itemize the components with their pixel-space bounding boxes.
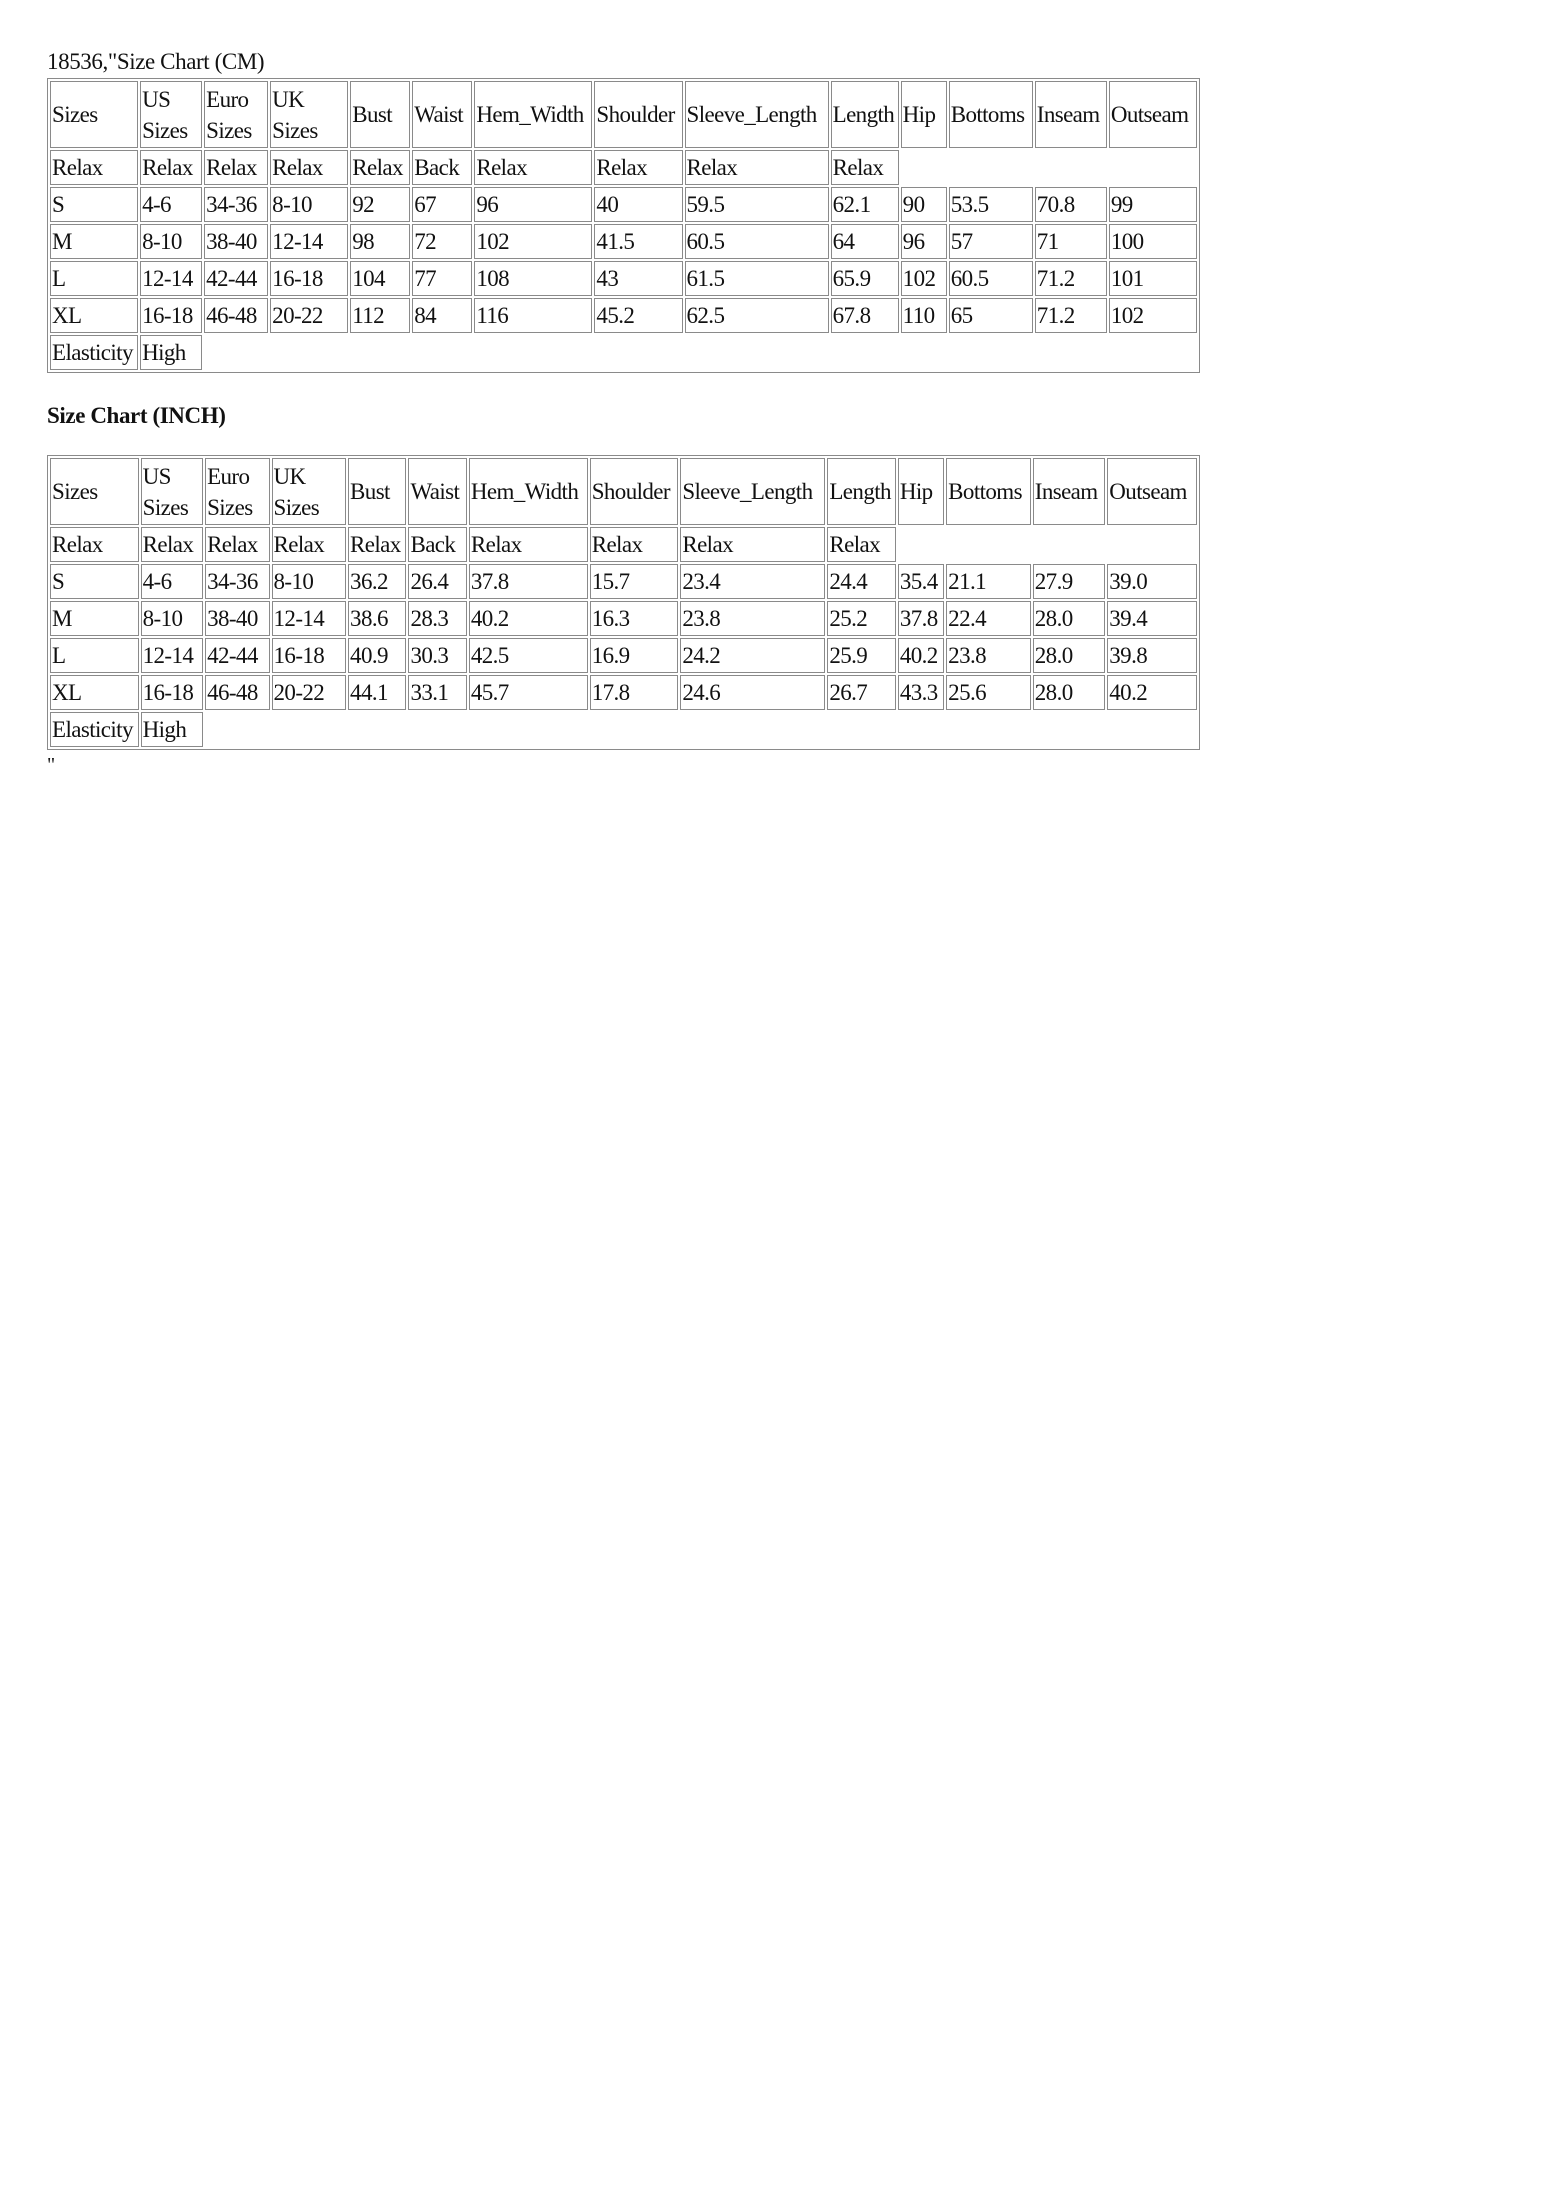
empty-cell: [204, 335, 1197, 370]
size-chart-cm-heading: 18536,"Size Chart (CM): [47, 49, 265, 74]
table-cell: 62.5: [685, 298, 829, 333]
fit-cell: Relax: [594, 150, 682, 185]
elasticity-row: [50, 712, 1197, 747]
fit-cell: Relax: [350, 150, 410, 185]
table-cell: 67.8: [831, 298, 899, 333]
table-row: [50, 564, 1197, 599]
table-cell: 8-10: [140, 224, 202, 259]
table-cell: 20-22: [272, 675, 347, 710]
header-cell: Waist: [408, 458, 466, 525]
header-cell: Bottoms: [946, 458, 1031, 525]
table-cell: 102: [1109, 298, 1197, 333]
table-cell: 67: [412, 187, 472, 222]
table-cell: 116: [474, 298, 592, 333]
table-row: [50, 638, 1197, 673]
header-cell: Shoulder: [594, 81, 682, 148]
table-cell: 84: [412, 298, 472, 333]
table-cell: 40.2: [898, 638, 944, 673]
empty-cell: [205, 712, 1197, 747]
table-cell: 71.2: [1035, 261, 1107, 296]
table-cell: 108: [474, 261, 592, 296]
elasticity-value: High: [141, 712, 203, 747]
table-cell: 60.5: [685, 224, 829, 259]
header-cell: Hip: [898, 458, 944, 525]
table-cell: 12-14: [141, 638, 203, 673]
table-header-row: [50, 458, 1197, 525]
table-cell: 42-44: [204, 261, 268, 296]
fit-cell: Relax: [831, 150, 899, 185]
fit-cell: Relax: [141, 527, 203, 562]
elasticity-label: Elasticity: [50, 335, 138, 370]
table-cell: 37.8: [469, 564, 588, 599]
table-cell: 24.6: [680, 675, 825, 710]
header-cell: Hem_Width: [469, 458, 588, 525]
table-cell: 28.0: [1033, 601, 1106, 636]
table-cell: 62.1: [831, 187, 899, 222]
fit-cell: Relax: [590, 527, 679, 562]
table-cell: 25.9: [827, 638, 895, 673]
table-cell: 34-36: [205, 564, 269, 599]
header-cell: US Sizes: [140, 81, 202, 148]
fit-row: [50, 150, 1197, 185]
table-cell: 12-14: [272, 601, 347, 636]
header-cell: Euro Sizes: [205, 458, 269, 525]
trailing-quote-mark: ": [47, 754, 56, 776]
table-cell: 21.1: [946, 564, 1031, 599]
table-row: [50, 224, 1197, 259]
table-cell: 41.5: [594, 224, 682, 259]
table-cell: 38.6: [348, 601, 406, 636]
header-cell: Shoulder: [590, 458, 679, 525]
table-cell: 24.4: [827, 564, 895, 599]
table-cell: 98: [350, 224, 410, 259]
table-cell: 64: [831, 224, 899, 259]
fit-cell: Relax: [204, 150, 268, 185]
table-row: [50, 298, 1197, 333]
table-cell: 16-18: [140, 298, 202, 333]
table-cell: 72: [412, 224, 472, 259]
header-cell: Hem_Width: [474, 81, 592, 148]
fit-cell: Relax: [474, 150, 592, 185]
table-cell: 16-18: [141, 675, 203, 710]
size-chart-inch-heading: Size Chart (INCH): [47, 403, 226, 428]
table-row: [50, 187, 1197, 222]
table-cell: 30.3: [408, 638, 466, 673]
table-cell: 39.4: [1107, 601, 1197, 636]
table-cell: 28.0: [1033, 638, 1106, 673]
table-cell: 38-40: [205, 601, 269, 636]
table-cell: 45.7: [469, 675, 588, 710]
elasticity-label: Elasticity: [50, 712, 139, 747]
fit-cell: Back: [408, 527, 466, 562]
table-cell: 8-10: [141, 601, 203, 636]
table-cell: 59.5: [685, 187, 829, 222]
size-chart-inch-table: [47, 455, 1200, 750]
header-cell: Inseam: [1035, 81, 1107, 148]
table-cell: 112: [350, 298, 410, 333]
table-cell: 34-36: [204, 187, 268, 222]
fit-cell: Relax: [827, 527, 895, 562]
size-chart-cm-table: [47, 78, 1200, 373]
table-cell: 39.8: [1107, 638, 1197, 673]
header-cell: US Sizes: [141, 458, 203, 525]
table-cell: 71: [1035, 224, 1107, 259]
table-cell: 23.4: [680, 564, 825, 599]
table-cell: 101: [1109, 261, 1197, 296]
fit-cell: Relax: [680, 527, 825, 562]
table-cell: 15.7: [590, 564, 679, 599]
table-cell: 71.2: [1035, 298, 1107, 333]
table-cell: 20-22: [270, 298, 348, 333]
fit-cell: Relax: [140, 150, 202, 185]
table-cell: 40.2: [469, 601, 588, 636]
table-cell: 102: [474, 224, 592, 259]
table-row: [50, 675, 1197, 710]
table-cell: 45.2: [594, 298, 682, 333]
table-cell: L: [50, 638, 139, 673]
table-cell: 17.8: [590, 675, 679, 710]
table-cell: 46-48: [205, 675, 269, 710]
table-cell: 43: [594, 261, 682, 296]
table-cell: 27.9: [1033, 564, 1106, 599]
table-cell: 24.2: [680, 638, 825, 673]
table-cell: 42-44: [205, 638, 269, 673]
header-cell: Bottoms: [949, 81, 1033, 148]
table-header-row: [50, 81, 1197, 148]
table-cell: 40: [594, 187, 682, 222]
table-cell: 12-14: [270, 224, 348, 259]
header-cell: Inseam: [1033, 458, 1106, 525]
table-cell: 8-10: [270, 187, 348, 222]
table-cell: S: [50, 564, 139, 599]
table-cell: 40.9: [348, 638, 406, 673]
header-cell: Sleeve_Length: [680, 458, 825, 525]
table-cell: 39.0: [1107, 564, 1197, 599]
header-cell: Sleeve_Length: [685, 81, 829, 148]
table-cell: M: [50, 224, 138, 259]
table-cell: 22.4: [946, 601, 1031, 636]
table-cell: 23.8: [946, 638, 1031, 673]
table-cell: 4-6: [140, 187, 202, 222]
table-cell: 99: [1109, 187, 1197, 222]
fit-cell: Relax: [50, 527, 139, 562]
table-cell: XL: [50, 298, 138, 333]
table-cell: 96: [474, 187, 592, 222]
header-cell: Euro Sizes: [204, 81, 268, 148]
table-cell: 53.5: [949, 187, 1033, 222]
table-cell: 26.4: [408, 564, 466, 599]
header-cell: Outseam: [1107, 458, 1197, 525]
fit-cell: Relax: [205, 527, 269, 562]
table-cell: 16-18: [272, 638, 347, 673]
table-cell: 110: [901, 298, 947, 333]
table-cell: S: [50, 187, 138, 222]
table-cell: M: [50, 601, 139, 636]
fit-cell: Relax: [348, 527, 406, 562]
header-cell: Hip: [901, 81, 947, 148]
header-cell: Length: [827, 458, 895, 525]
table-cell: 16-18: [270, 261, 348, 296]
header-cell: UK Sizes: [270, 81, 348, 148]
fit-cell: Relax: [50, 150, 138, 185]
table-cell: 28.0: [1033, 675, 1106, 710]
table-cell: 28.3: [408, 601, 466, 636]
elasticity-row: [50, 335, 1197, 370]
table-cell: 16.9: [590, 638, 679, 673]
table-cell: 33.1: [408, 675, 466, 710]
table-cell: 40.2: [1107, 675, 1197, 710]
table-cell: 92: [350, 187, 410, 222]
table-row: [50, 261, 1197, 296]
header-cell: Sizes: [50, 458, 139, 525]
table-cell: 16.3: [590, 601, 679, 636]
table-cell: 37.8: [898, 601, 944, 636]
table-cell: 25.2: [827, 601, 895, 636]
table-row: [50, 601, 1197, 636]
table-cell: 38-40: [204, 224, 268, 259]
table-cell: 102: [901, 261, 947, 296]
table-cell: 65: [949, 298, 1033, 333]
header-cell: Outseam: [1109, 81, 1197, 148]
table-cell: 42.5: [469, 638, 588, 673]
table-cell: 25.6: [946, 675, 1031, 710]
empty-cell: [901, 150, 1197, 185]
table-cell: 90: [901, 187, 947, 222]
header-cell: Length: [831, 81, 899, 148]
table-cell: 104: [350, 261, 410, 296]
table-cell: 35.4: [898, 564, 944, 599]
table-cell: 36.2: [348, 564, 406, 599]
elasticity-value: High: [140, 335, 202, 370]
table-cell: 8-10: [272, 564, 347, 599]
table-cell: XL: [50, 675, 139, 710]
table-cell: 65.9: [831, 261, 899, 296]
table-cell: 43.3: [898, 675, 944, 710]
fit-cell: Relax: [270, 150, 348, 185]
header-cell: Sizes: [50, 81, 138, 148]
table-cell: 77: [412, 261, 472, 296]
fit-cell: Relax: [685, 150, 829, 185]
table-cell: 70.8: [1035, 187, 1107, 222]
table-cell: 96: [901, 224, 947, 259]
header-cell: UK Sizes: [272, 458, 347, 525]
table-cell: 57: [949, 224, 1033, 259]
fit-row: [50, 527, 1197, 562]
table-cell: 12-14: [140, 261, 202, 296]
table-cell: 46-48: [204, 298, 268, 333]
fit-cell: Relax: [469, 527, 588, 562]
table-cell: 23.8: [680, 601, 825, 636]
table-cell: L: [50, 261, 138, 296]
header-cell: Bust: [348, 458, 406, 525]
table-cell: 100: [1109, 224, 1197, 259]
empty-cell: [898, 527, 1197, 562]
header-cell: Waist: [412, 81, 472, 148]
table-cell: 44.1: [348, 675, 406, 710]
header-cell: Bust: [350, 81, 410, 148]
fit-cell: Relax: [272, 527, 347, 562]
fit-cell: Back: [412, 150, 472, 185]
table-cell: 60.5: [949, 261, 1033, 296]
table-cell: 4-6: [141, 564, 203, 599]
table-cell: 61.5: [685, 261, 829, 296]
table-cell: 26.7: [827, 675, 895, 710]
